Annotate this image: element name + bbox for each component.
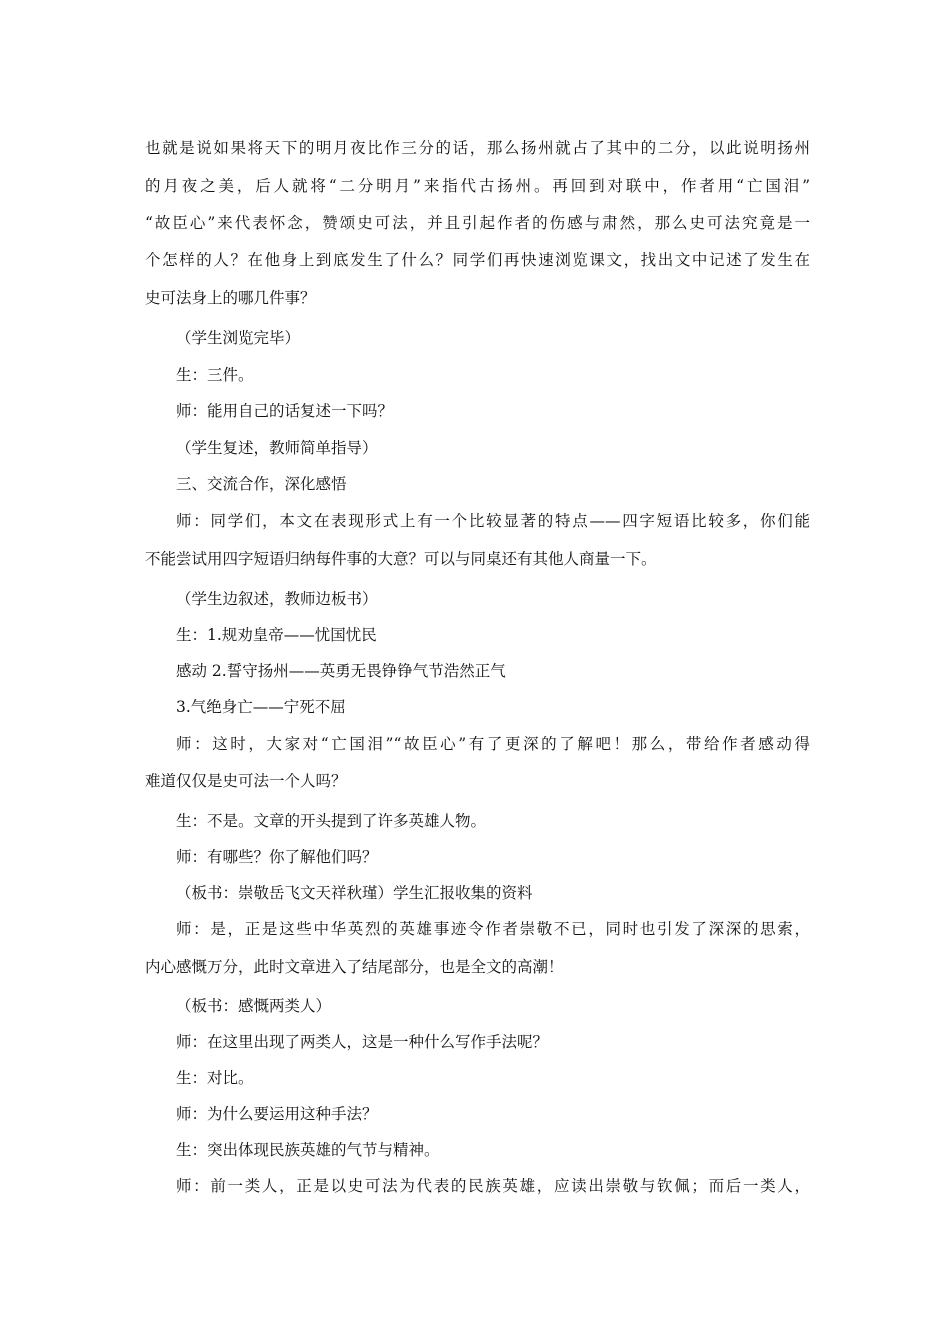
dialogue-line: 生：三件。 (176, 366, 254, 384)
dialogue-line: 师：同学们，本文在表现形式上有一个比较显著的特点——四字短语比较多，你们能 (176, 512, 810, 530)
paragraph-line: 也就是说如果将天下的明月夜比作三分的话，那么扬州就占了其中的二分，以此说明扬州 (145, 139, 810, 157)
paragraph-line: “故臣心”来代表怀念，赞颂史可法，并且引起作者的伤感与肃然，那么史可法究竟是一 (145, 214, 810, 232)
paragraph-line: 难道仅仅是史可法一个人吗？ (145, 772, 347, 790)
paragraph-line: 个怎样的人？在他身上到底发生了什么？同学们再快速浏览课文，找出文中记述了发生在 (145, 251, 810, 269)
dialogue-line: 师：有哪些？你了解他们吗？ (176, 848, 378, 866)
blackboard-line: 感动 2.誓守扬州——英勇无畏铮铮气节浩然正气 (176, 662, 506, 680)
section-heading: 三、交流合作，深化感悟 (176, 475, 347, 493)
paragraph-line: 内心感慨万分，此时文章进入了结尾部分，也是全文的高潮！ (145, 958, 564, 976)
dialogue-line: 师：前一类人，正是以史可法为代表的民族英雄，应读出崇敬与钦佩；而后一类人， (176, 1177, 810, 1195)
stage-direction: （学生边叙述，教师边板书） (176, 590, 378, 608)
paragraph-line: 史可法身上的哪几件事？ (145, 289, 316, 307)
dialogue-line: 师：在这里出现了两类人，这是一种什么写作手法呢？ (176, 1033, 549, 1051)
dialogue-line: 师：是，正是这些中华英烈的英雄事迹令作者崇敬不已，同时也引发了深深的思索， (176, 920, 810, 938)
blackboard-line: 生：1.规劝皇帝——忧国忧民 (176, 626, 377, 644)
dialogue-line: 生：突出体现民族英雄的气节与精神。 (176, 1141, 440, 1159)
stage-direction: （板书：崇敬岳飞文天祥秋瑾）学生汇报收集的资料 (176, 884, 533, 902)
dialogue-line: 生：对比。 (176, 1069, 254, 1087)
paragraph-line: 的月夜之美，后人就将“二分明月”来指代古扬州。再回到对联中，作者用“亡国泪” (145, 177, 810, 195)
paragraph-line: 不能尝试用四字短语归纳每件事的大意？可以与同桌还有其他人商量一下。 (145, 550, 657, 568)
stage-direction: （学生复述，教师简单指导） (176, 439, 378, 457)
dialogue-line: 师：为什么要运用这种手法？ (176, 1105, 378, 1123)
stage-direction: （板书：感慨两类人） (176, 997, 332, 1015)
dialogue-line: 生：不是。文章的开头提到了许多英雄人物。 (176, 812, 487, 830)
blackboard-line: 3.气绝身亡——宁死不屈 (176, 698, 346, 716)
stage-direction: （学生浏览完毕） (176, 329, 301, 347)
dialogue-line: 师：能用自己的话复述一下吗？ (176, 402, 394, 420)
dialogue-line: 师：这时，大家对“亡国泪”“故臣心”有了更深的了解吧！那么，带给作者感动得 (176, 735, 810, 753)
